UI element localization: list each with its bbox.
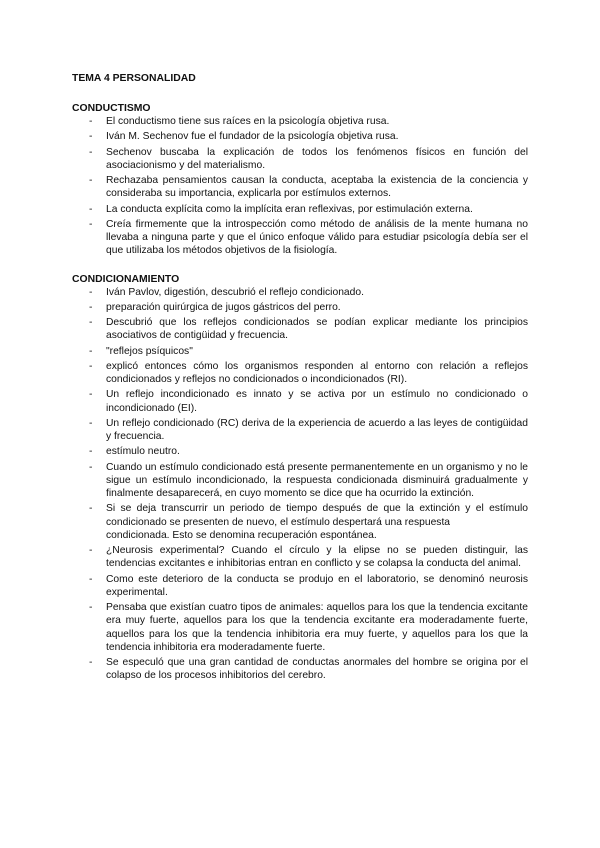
list-item bbox=[72, 461, 528, 501]
list-item-text: preparación quirúrgica de jugos gástricos del perro. bbox=[106, 301, 341, 313]
list-item-text: explicó entonces cómo los organismos responden al entorno con relación a reflejos condicionados y reflejos no condicionados o incondicionados (RI). bbox=[106, 360, 528, 386]
bullet-dash: - bbox=[89, 417, 93, 429]
bullet-dash: - bbox=[89, 573, 93, 585]
list-item-text: Rechazaba pensamientos causan la conducta, aceptaba la existencia de la conciencia y consideraba su importancia, explicarla por estímulos externos. bbox=[106, 175, 528, 200]
bullet-list bbox=[72, 115, 528, 258]
list-item bbox=[72, 445, 528, 458]
list-item bbox=[72, 316, 528, 342]
bullet-dash: - bbox=[89, 545, 93, 557]
list-item-text: ¿Neurosis experimental? Cuando el círculo y la elipse no se pueden distinguir, las tendencias excitantes e inhibitorias entran en conflicto y se colapsa la conducta del animal. bbox=[106, 545, 528, 570]
document-title: TEMA 4 PERSONALIDAD bbox=[72, 73, 196, 84]
bullet-dash: - bbox=[89, 602, 93, 614]
section-heading: CONDICIONAMIENTO bbox=[72, 273, 180, 285]
list-item bbox=[72, 360, 528, 386]
list-item bbox=[72, 301, 528, 314]
list-item bbox=[72, 146, 528, 172]
list-item-text: "reflejos psíquicos" bbox=[106, 345, 193, 357]
bullet-dash: - bbox=[89, 317, 93, 329]
list-item-text: condicionada. Esto se denomina recuperación espontánea. bbox=[106, 529, 377, 541]
list-item-text: Pensaba que existían cuatro tipos de animales: aquellos para los que la tendencia excitante era muy fuerte, aquellos para los que la tendencia excitante era moderadamente fuerte, aquellos para los que la tendencia inhibitoria era muy fuerte, y aquellos para los que la tendencia inhibitoria era moderadamente fuerte. bbox=[106, 602, 528, 653]
section-spacer bbox=[72, 260, 528, 273]
list-item-text: La conducta explícita como la implícita eran reflexivas, por estimulación externa. bbox=[106, 203, 473, 215]
list-item bbox=[72, 115, 528, 128]
list-item bbox=[72, 286, 528, 299]
list-item bbox=[72, 345, 528, 358]
bullet-dash: - bbox=[89, 218, 93, 230]
bullet-dash: - bbox=[89, 146, 93, 158]
list-item-text: El conductismo tiene sus raíces en la psicología objetiva rusa. bbox=[106, 116, 390, 127]
list-item bbox=[72, 573, 528, 599]
list-item-continuation bbox=[72, 529, 528, 542]
section-conductismo bbox=[72, 102, 528, 258]
list-item bbox=[72, 601, 528, 654]
list-item bbox=[72, 218, 528, 258]
list-item bbox=[72, 130, 528, 143]
section-heading: CONDUCTISMO bbox=[72, 103, 151, 114]
list-item-text: Se especuló que una gran cantidad de conductas anormales del hombre se origina por el colapso de los procesos inhibitorios del cerebro. bbox=[106, 657, 528, 682]
list-item-text: Iván Pavlov, digestión, descubrió el reflejo condicionado. bbox=[106, 286, 364, 298]
list-item bbox=[72, 203, 528, 216]
list-item bbox=[72, 502, 528, 528]
list-item bbox=[72, 417, 528, 443]
bullet-dash: - bbox=[89, 446, 93, 458]
bullet-dash: - bbox=[89, 360, 93, 372]
bullet-dash: - bbox=[89, 131, 93, 143]
bullet-dash: - bbox=[89, 116, 93, 127]
list-item-text: Sechenov buscaba la explicación de todos los fenómenos físicos en función del asociacionismo y del materialismo. bbox=[106, 146, 528, 171]
document-page bbox=[72, 72, 528, 685]
list-item bbox=[72, 388, 528, 414]
list-item bbox=[72, 544, 528, 570]
list-item-text: Un reflejo incondicionado es innato y se activa por un estímulo no condicionado o incondicionado (EI). bbox=[106, 389, 528, 414]
bullet-dash: - bbox=[89, 301, 93, 313]
bullet-dash: - bbox=[89, 503, 93, 515]
list-item-text: Si se deja transcurrir un periodo de tiempo después de que la extinción y el estímulo condicionado se presenten de nuevo, el estímulo despertará una respuesta bbox=[106, 503, 528, 528]
bullet-dash: - bbox=[89, 345, 93, 357]
bullet-dash: - bbox=[89, 203, 93, 215]
list-item-text: Descubrió que los reflejos condicionados se podían explicar mediante los principios asociativos de contigüidad y frecuencia. bbox=[106, 317, 528, 342]
list-item bbox=[72, 174, 528, 200]
bullet-dash: - bbox=[89, 175, 93, 187]
bullet-list bbox=[72, 286, 528, 683]
list-item-text: Cuando un estímulo condicionado está presente permanentemente en un organismo y no le sigue un estímulo incondicionado, la respuesta condicionada disminuirá gradualmente y finalmente desaparecerá, en cuyo momento se dice que ha ocurrido la extinción. bbox=[106, 461, 528, 500]
list-item bbox=[72, 656, 528, 682]
list-item-text: Iván M. Sechenov fue el fundador de la psicología objetiva rusa. bbox=[106, 131, 399, 143]
bullet-dash: - bbox=[89, 286, 93, 298]
list-item-text: Un reflejo condicionado (RC) deriva de la experiencia de acuerdo a las leyes de contigüidad y frecuencia. bbox=[106, 417, 528, 443]
bullet-dash: - bbox=[89, 657, 93, 669]
section-condicionamiento bbox=[72, 273, 528, 683]
list-item-text: Creía firmemente que la introspección como método de análisis de la mente humana no llevaba a ninguna parte y que el único enfoque válido para estudiar psicología debía ser el que utilizaba los métodos objetivos de la fisiología. bbox=[106, 218, 528, 257]
bullet-dash: - bbox=[89, 461, 93, 473]
bullet-dash: - bbox=[89, 389, 93, 401]
list-item-text: estímulo neutro. bbox=[106, 446, 180, 458]
list-item-text: Como este deterioro de la conducta se produjo en el laboratorio, se denominó neurosis experimental. bbox=[106, 573, 528, 598]
